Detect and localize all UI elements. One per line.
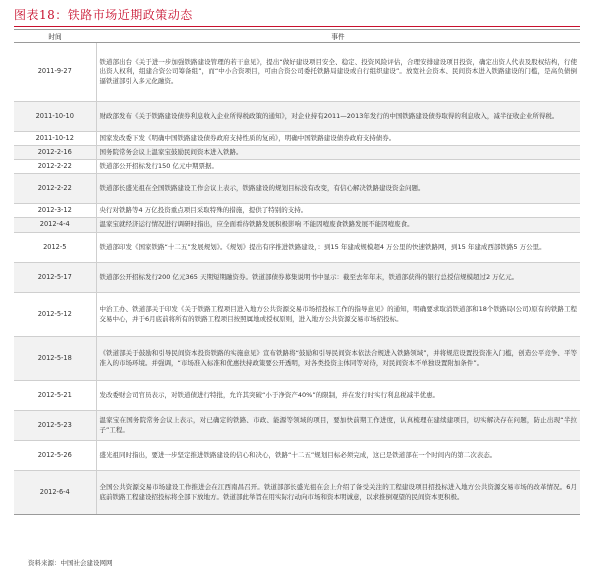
table-row [14, 43, 580, 102]
table-row [14, 174, 580, 204]
row-event: 铁道部公开招标发行200 亿元365 天期短期融资券。铁道部债券募集说明书中显示：截至去年年末，铁道部获得的银行总授信规模超过2 万亿元。 [96, 263, 580, 293]
row-event: 盛光祖同时指出，要进一步坚定推进铁路建设的信心和决心，铁路“十二五”规划目标必须完成，这已是铁道部在一个时间内的第二次表态。 [96, 441, 580, 471]
row-event: 国家发改委下发《明确中国铁路建设债券政府支持性质的复函》，明确中国铁路建设债券政府支持债券。 [96, 132, 580, 146]
table-row [14, 204, 580, 218]
table-row [14, 146, 580, 160]
table-row [14, 132, 580, 146]
row-event: 发改委财会司官员表示，对铁道债进行特批，允许其突破“小于净资产40%”的限制，并在发行时实行利息税减半优惠。 [96, 381, 580, 411]
table-row [14, 441, 580, 471]
row-date: 2012-2-16 [14, 146, 96, 160]
row-event: 铁道部印发《国家铁路“十二五”发展规划》。《规划》提出有序推进铁路建设，：到15 年建成规模超4 万公里的快速铁路网，到15 年建成西部铁路5 万公里。 [96, 233, 580, 263]
row-event: 温家宝在国务院常务会议上表示，对已确定的铁路、市政、能源等领域的项目，要加快前期工作进度，认真梳理在建续建项目，切实解决存在问题，防止出现“半拉子”工程。 [96, 411, 580, 441]
table-row [14, 263, 580, 293]
row-date: 2012-2-22 [14, 160, 96, 174]
table-row [14, 381, 580, 411]
table-row [14, 411, 580, 441]
row-date: 2012-2-22 [14, 174, 96, 204]
figure-title: 图表18：铁路市场近期政策动态 [14, 8, 193, 22]
table-header [14, 30, 580, 43]
row-event: 中治工办、铁道部关于印发《关于铁路工程项目进入地方公共资源交易市场招投标工作的指导意见》的通知，明确要求取消铁道部和18个铁路局(公司)原有的铁路工程交易中心，并于6月底前将所有的铁路工程项目按照属地或授权原则，进入地方公共资源交易市场招投标。 [96, 293, 580, 337]
source-note: 资料来源：中国社会建设网网 [28, 559, 113, 567]
table-row [14, 293, 580, 337]
row-date: 2012-5 [14, 233, 96, 263]
row-event: 铁道部公开招标发行150 亿元中期票据。 [96, 160, 580, 174]
table-body [14, 43, 580, 515]
table-row [14, 102, 580, 132]
row-event: 铁道部长盛光祖在全国铁路建设工作会议上表示，铁路建设的规划目标没有改变，有信心解决铁路建设资金问题。 [96, 174, 580, 204]
row-date: 2012-3-12 [14, 204, 96, 218]
row-event: 央行对铁路等4 万亿投资重点项目采取特殊的措施，提供了特别的支持。 [96, 204, 580, 218]
row-event: 铁道部出台《关于进一步加强铁路建设管理的若干意见》，提出“做好建设项目安全、稳定、投资风险评估，合理安排建设项目投资，确定出资人代表及股权结构，行使出资人权利，组建合资公司筹备组”，而“中小合资项目，可由合资公司委托铁路局建设或自行组织建设”。放宽社会资本、民间资本进入铁路建设的门槛，是高负债倒逼铁道部引入多元化融资。 [96, 43, 580, 102]
row-date: 2012-5-17 [14, 263, 96, 293]
policy-table [14, 29, 580, 515]
row-date: 2012-5-23 [14, 411, 96, 441]
row-date: 2012-5-26 [14, 441, 96, 471]
row-event: 国务院常务会议上温家宝鼓励民间资本进入铁路。 [96, 146, 580, 160]
row-date: 2012-6-4 [14, 471, 96, 515]
title-divider [14, 26, 580, 27]
row-date: 2011-10-10 [14, 102, 96, 132]
row-date: 2012-5-21 [14, 381, 96, 411]
row-date: 2011-9-27 [14, 43, 96, 102]
row-date: 2011-10-12 [14, 132, 96, 146]
table-row [14, 471, 580, 515]
table-row [14, 160, 580, 174]
column-header-time: 时间 [14, 30, 96, 43]
row-event: 温家宝就经济运行情况进行调研时指出，应全面看待铁路发展积极影响 不能因噎废食铁路发展不能因噎废食。 [96, 218, 580, 233]
row-date: 2012-5-18 [14, 337, 96, 381]
row-event: 财政部发布《关于铁路建设债券利息收入企业所得税政策的通知》，对企业持有2011—2013年发行的中国铁路建设债券取得的利息收入，减半征收企业所得税。 [96, 102, 580, 132]
row-event: 全国公共资源交易市场建设工作推进会在江西南昌召开。铁道部部长盛光祖在会上介绍了备受关注的工程建设项目招投标进入地方公共资源交易市场的改革情况。6月底前铁路工程建设招投标将全部下放地方。铁道部此举旨在用实际行动向市场和资本明诚意，以求推倒观望的民间资本更积极。 [96, 471, 580, 515]
table-row [14, 218, 580, 233]
table-row [14, 233, 580, 263]
table-row [14, 337, 580, 381]
row-date: 2012-4-4 [14, 218, 96, 233]
row-date: 2012-5-12 [14, 293, 96, 337]
header-row [14, 30, 580, 43]
column-header-event: 事件 [96, 30, 580, 43]
row-event: 《铁道部关于鼓励和引导民间资本投资铁路的实施意见》宣布铁路将“鼓励和引导民间资本依法合规进入铁路领域”，并将规范设置投资准入门槛，创造公平竞争、平等准入的市场环境。并强调，“市场准入标准和优惠扶持政策要公开透明，对各类投资主体同等对待，对民间资本不单独设置附加条件”。 [96, 337, 580, 381]
